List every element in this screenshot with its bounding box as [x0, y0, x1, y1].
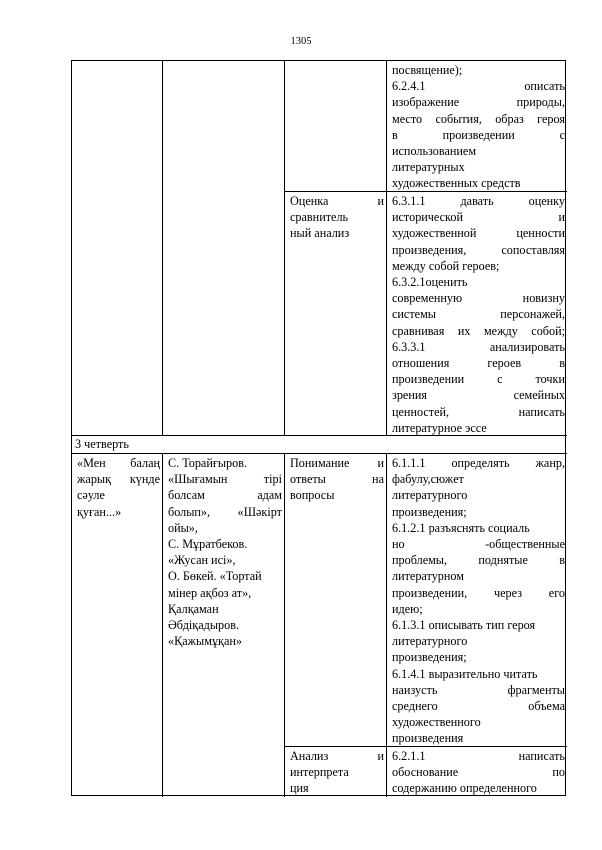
cell-line: посвящение); [392, 63, 463, 77]
cell-line: художественной ценности [392, 226, 565, 241]
cell-line: 6.1.1.1 определять жанр, [392, 456, 565, 470]
cell-line: 6.1.3.1 описывать тип героя [392, 618, 536, 633]
cell-line: С. Торайғыров. [168, 456, 248, 470]
cell-line: 6.1.2.1 разъяснять социаль [392, 520, 530, 535]
quarter-label: 3 четверть [75, 437, 129, 451]
row4-skill-cell [285, 748, 386, 797]
row4-outcomes-cell [387, 748, 567, 797]
row3-skill-cell [285, 455, 386, 504]
cell-line: 6.1.4.1 выразительно читать [392, 666, 538, 681]
cell-line: произведения [392, 731, 464, 746]
cell-line: произведения, сопоставляя [392, 242, 565, 257]
cell-line: содержанию определенного [392, 781, 537, 796]
cell-line: современную новизну [392, 291, 565, 306]
cell-line: изображение природы, [392, 95, 565, 110]
page-number: 1305 [290, 36, 312, 47]
cell-line: «Мен балаң [77, 456, 160, 470]
cell-line: О. Бөкей. «Тортай [168, 569, 262, 584]
row-divider [72, 453, 567, 454]
cell-line: отношения героев в [392, 356, 565, 371]
cell-line: произведении с точки [392, 372, 565, 387]
column-divider [162, 61, 163, 435]
cell-line: ция [290, 781, 309, 796]
cell-line: место события, образ героя [392, 111, 565, 126]
row2-outcomes-cell [387, 193, 567, 436]
cell-line: сәуле [77, 488, 105, 503]
row3-works-cell [163, 455, 284, 649]
cell-line: ценностей, написать [392, 404, 565, 419]
cell-line: исторической и [392, 210, 565, 225]
row3-section-cell [72, 455, 162, 520]
cell-line: С. Мұратбеков. [168, 537, 248, 552]
row3-outcomes-cell [387, 455, 567, 747]
cell-line: ный анализ [290, 226, 350, 241]
cell-line: художественного [392, 715, 481, 730]
cell-line: литературных [392, 160, 465, 175]
curriculum-table [71, 60, 566, 796]
cell-line: болсам адам [168, 488, 282, 503]
cell-line: Қалқаман [168, 601, 219, 616]
cell-line: сравнивая их между собой; [392, 323, 565, 338]
cell-line: произведения; [392, 650, 467, 665]
cell-line: ответы на [290, 472, 384, 487]
cell-line: қуған...» [77, 504, 122, 519]
cell-line: мінер ақбоз ат», [168, 585, 252, 600]
cell-line: Понимание и [290, 456, 384, 470]
cell-line: фабулу,сюжет [392, 472, 464, 487]
cell-line: «Шығамын тірі [168, 472, 282, 487]
cell-line: 6.2.4.1 описать [392, 79, 565, 94]
cell-line: 6.3.3.1 анализировать [392, 339, 565, 354]
cell-line: наизусть фрагменты [392, 682, 565, 697]
cell-line: ойы», [168, 520, 198, 535]
cell-line: проблемы, поднятые в [392, 553, 565, 568]
cell-line: обоснование по [392, 765, 565, 780]
cell-line: «Жусан исі», [168, 553, 236, 568]
quarter-header [72, 436, 567, 452]
cell-line: Анализ и [290, 749, 384, 763]
cell-line: литературного [392, 634, 468, 649]
cell-line: «Қажымұқан» [168, 634, 242, 649]
cell-line: произведения; [392, 504, 467, 519]
cell-line: между собой героев; [392, 258, 500, 273]
cell-line: интерпрета [290, 765, 349, 780]
cell-line: вопросы [290, 488, 335, 503]
cell-line: 6.3.2.1оценить [392, 275, 468, 290]
cell-line: художественных средств [392, 176, 521, 191]
cell-line: системы персонажей, [392, 307, 565, 322]
cell-line: литературного [392, 488, 468, 503]
cell-line: болып», «Шәкірт [168, 504, 282, 519]
cell-line: жарық күнде [77, 472, 160, 487]
cell-line: Оценка и [290, 194, 384, 208]
row1-outcomes-cell [387, 62, 567, 192]
cell-line: идею; [392, 601, 423, 616]
cell-line: 6.3.1.1 давать оценку [392, 194, 565, 208]
cell-line: литературном [392, 569, 464, 584]
cell-line: среднего объема [392, 699, 565, 714]
column-divider [284, 61, 285, 435]
cell-line: 6.2.1.1 написать [392, 749, 565, 763]
cell-line: использованием [392, 144, 477, 159]
cell-line: в произведении с [392, 127, 565, 142]
cell-line: зрения семейных [392, 388, 565, 403]
cell-line: Әбдіқадыров. [168, 618, 239, 633]
cell-line: но -общественные [392, 537, 565, 552]
cell-line: произведении, через его [392, 585, 565, 600]
row2-skill-cell [285, 193, 386, 242]
cell-line: литературное эссе [392, 420, 487, 435]
cell-line: сравнитель [290, 210, 349, 225]
